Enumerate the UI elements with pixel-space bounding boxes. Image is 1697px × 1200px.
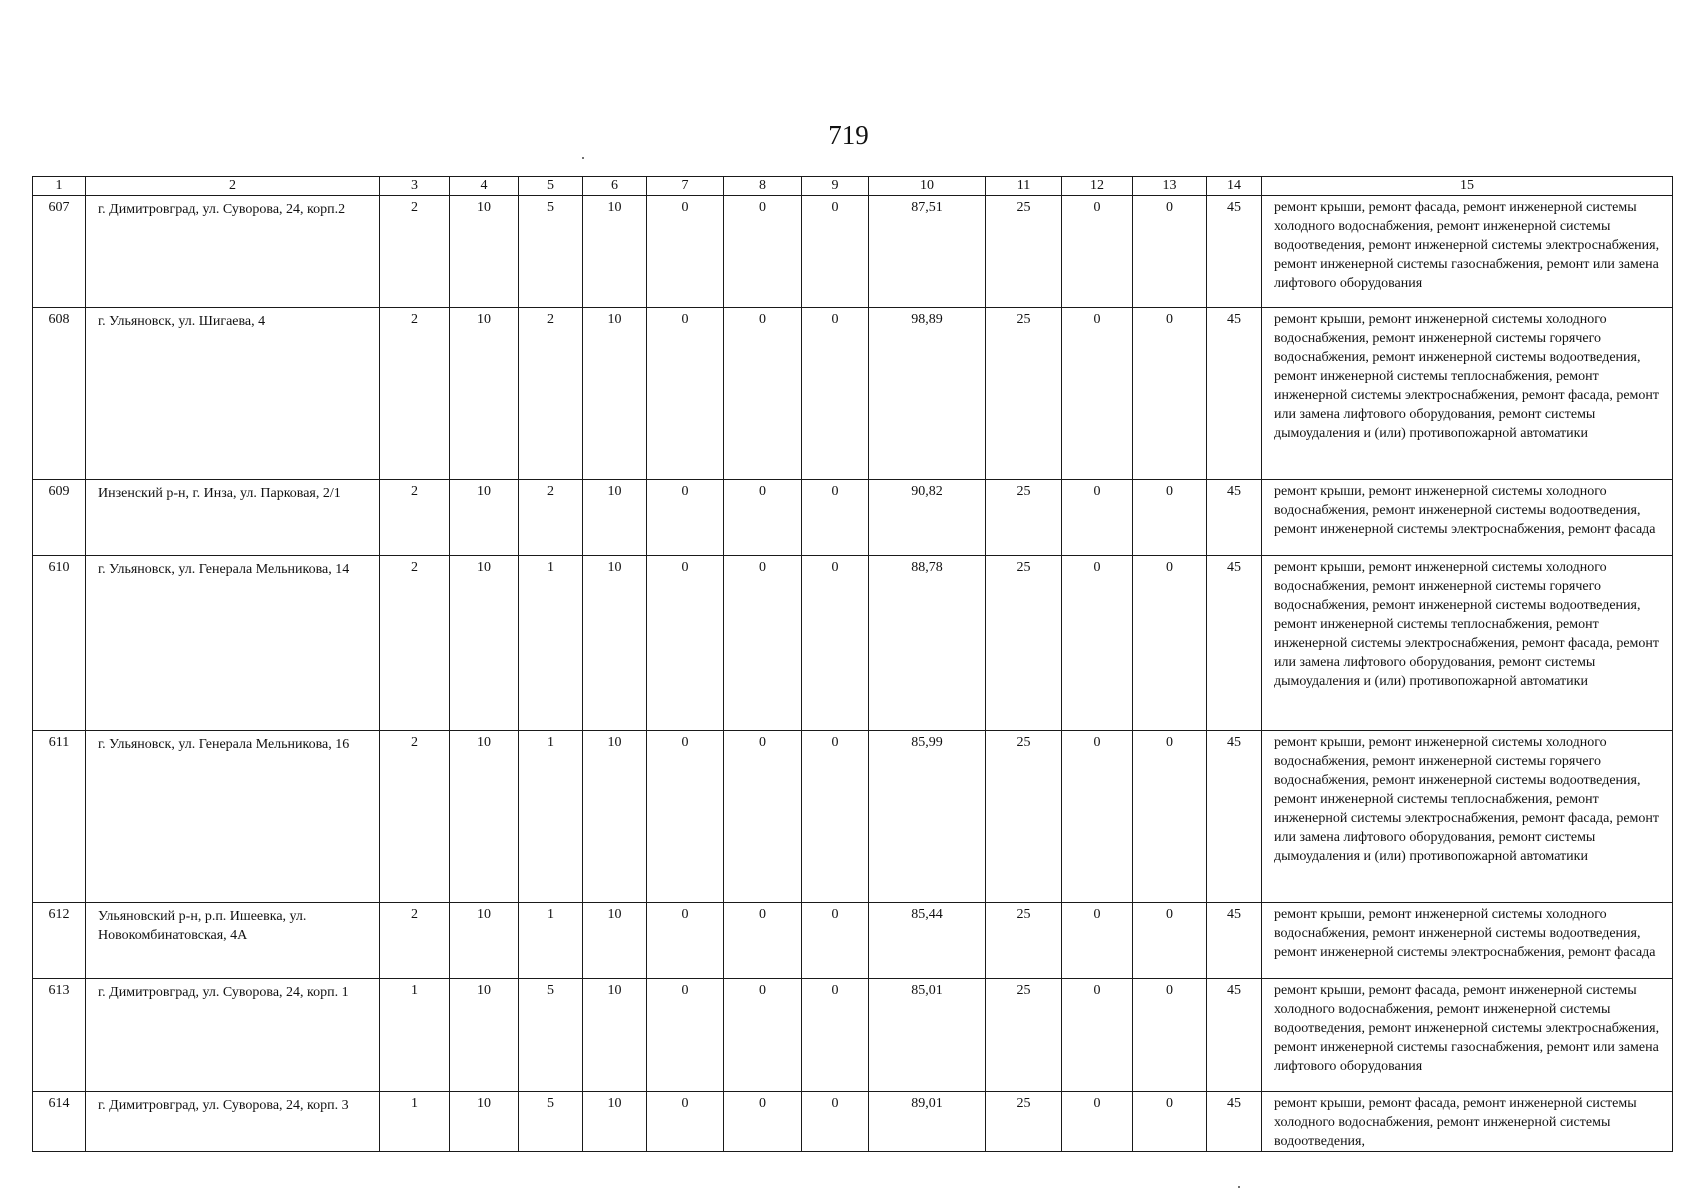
- works-list-cell: ремонт крыши, ремонт инженерной системы холодного водоснабжения, ремонт инженерной системы водоотведения, ремонт инженерной системы электроснабжения, ремонт фасада: [1262, 903, 1673, 979]
- value-cell-8: 0: [724, 979, 802, 1092]
- value-cell-4: 10: [450, 556, 519, 731]
- value-cell-11: 25: [986, 480, 1062, 556]
- row-number-cell: 611: [33, 731, 86, 903]
- value-cell-10: 85,44: [869, 903, 986, 979]
- column-header-5: 5: [519, 177, 583, 196]
- value-cell-8: 0: [724, 556, 802, 731]
- value-cell-5: 1: [519, 556, 583, 731]
- row-number-cell: 613: [33, 979, 86, 1092]
- value-cell-4: 10: [450, 979, 519, 1092]
- value-cell-7: 0: [647, 979, 724, 1092]
- value-cell-11: 25: [986, 731, 1062, 903]
- value-cell-5: 5: [519, 196, 583, 308]
- value-cell-3: 2: [380, 731, 450, 903]
- value-cell-14: 45: [1207, 979, 1262, 1092]
- value-cell-5: 2: [519, 480, 583, 556]
- page-number: 719: [828, 120, 869, 150]
- row-number-cell: 610: [33, 556, 86, 731]
- value-cell-10: 89,01: [869, 1092, 986, 1152]
- row-number-cell: 614: [33, 1092, 86, 1152]
- value-cell-13: 0: [1133, 903, 1207, 979]
- value-cell-3: 2: [380, 480, 450, 556]
- row-number-cell: 612: [33, 903, 86, 979]
- value-cell-3: 2: [380, 556, 450, 731]
- scan-speck: [1238, 1186, 1240, 1188]
- value-cell-10: 85,01: [869, 979, 986, 1092]
- table-row: [33, 903, 1673, 979]
- value-cell-10: 98,89: [869, 308, 986, 480]
- value-cell-5: 1: [519, 731, 583, 903]
- works-list-cell: ремонт крыши, ремонт фасада, ремонт инженерной системы холодного водоснабжения, ремонт инженерной системы водоотведения,: [1262, 1092, 1673, 1152]
- works-list-cell: ремонт крыши, ремонт инженерной системы холодного водоснабжения, ремонт инженерной системы горячего водоснабжения, ремонт инженерной системы водоотведения, ремонт инженерной системы теплоснабжения, ремонт инженерной системы электроснабжения, ремонт фасада, ремонт или замена лифтового оборудования, ремонт системы дымоудаления и (или) противопожарной автоматики: [1262, 731, 1673, 903]
- value-cell-9: 0: [802, 979, 869, 1092]
- value-cell-6: 10: [583, 979, 647, 1092]
- register-table: [32, 176, 1673, 1152]
- column-header-4: 4: [450, 177, 519, 196]
- value-cell-11: 25: [986, 903, 1062, 979]
- value-cell-9: 0: [802, 196, 869, 308]
- table-row: [33, 556, 1673, 731]
- value-cell-10: 85,99: [869, 731, 986, 903]
- value-cell-7: 0: [647, 1092, 724, 1152]
- column-header-13: 13: [1133, 177, 1207, 196]
- address-cell: г. Димитровград, ул. Суворова, 24, корп. 1: [86, 979, 380, 1092]
- value-cell-8: 0: [724, 903, 802, 979]
- works-list-cell: ремонт крыши, ремонт инженерной системы холодного водоснабжения, ремонт инженерной системы водоотведения, ремонт инженерной системы электроснабжения, ремонт фасада: [1262, 480, 1673, 556]
- value-cell-14: 45: [1207, 1092, 1262, 1152]
- column-header-1: 1: [33, 177, 86, 196]
- value-cell-7: 0: [647, 480, 724, 556]
- value-cell-13: 0: [1133, 308, 1207, 480]
- value-cell-14: 45: [1207, 308, 1262, 480]
- row-number-cell: 607: [33, 196, 86, 308]
- value-cell-14: 45: [1207, 480, 1262, 556]
- column-header-11: 11: [986, 177, 1062, 196]
- value-cell-8: 0: [724, 1092, 802, 1152]
- address-cell: г. Ульяновск, ул. Шигаева, 4: [86, 308, 380, 480]
- works-list-cell: ремонт крыши, ремонт фасада, ремонт инженерной системы холодного водоснабжения, ремонт инженерной системы водоотведения, ремонт инженерной системы электроснабжения, ремонт инженерной системы газоснабжения, ремонт или замена лифтового оборудования: [1262, 196, 1673, 308]
- value-cell-5: 5: [519, 1092, 583, 1152]
- value-cell-11: 25: [986, 308, 1062, 480]
- table-row: [33, 731, 1673, 903]
- value-cell-12: 0: [1062, 1092, 1133, 1152]
- value-cell-9: 0: [802, 1092, 869, 1152]
- value-cell-7: 0: [647, 731, 724, 903]
- value-cell-9: 0: [802, 556, 869, 731]
- value-cell-8: 0: [724, 196, 802, 308]
- value-cell-11: 25: [986, 979, 1062, 1092]
- column-header-12: 12: [1062, 177, 1133, 196]
- value-cell-13: 0: [1133, 480, 1207, 556]
- value-cell-9: 0: [802, 903, 869, 979]
- value-cell-3: 2: [380, 196, 450, 308]
- value-cell-5: 5: [519, 979, 583, 1092]
- value-cell-8: 0: [724, 308, 802, 480]
- column-header-15: 15: [1262, 177, 1673, 196]
- value-cell-10: 87,51: [869, 196, 986, 308]
- value-cell-11: 25: [986, 196, 1062, 308]
- value-cell-6: 10: [583, 196, 647, 308]
- scan-speck: [582, 157, 584, 159]
- value-cell-14: 45: [1207, 903, 1262, 979]
- column-header-3: 3: [380, 177, 450, 196]
- address-cell: г. Ульяновск, ул. Генерала Мельникова, 14: [86, 556, 380, 731]
- value-cell-4: 10: [450, 480, 519, 556]
- table-row: [33, 308, 1673, 480]
- address-cell: г. Димитровград, ул. Суворова, 24, корп.2: [86, 196, 380, 308]
- address-cell: Ульяновский р-н, р.п. Ишеевка, ул. Новокомбинатовская, 4А: [86, 903, 380, 979]
- works-list-cell: ремонт крыши, ремонт фасада, ремонт инженерной системы холодного водоснабжения, ремонт инженерной системы водоотведения, ремонт инженерной системы электроснабжения, ремонт инженерной системы газоснабжения, ремонт или замена лифтового оборудования: [1262, 979, 1673, 1092]
- value-cell-5: 2: [519, 308, 583, 480]
- value-cell-7: 0: [647, 556, 724, 731]
- value-cell-6: 10: [583, 480, 647, 556]
- value-cell-12: 0: [1062, 480, 1133, 556]
- value-cell-11: 25: [986, 1092, 1062, 1152]
- address-cell: г. Димитровград, ул. Суворова, 24, корп. 3: [86, 1092, 380, 1152]
- value-cell-6: 10: [583, 556, 647, 731]
- value-cell-13: 0: [1133, 556, 1207, 731]
- value-cell-3: 1: [380, 979, 450, 1092]
- value-cell-6: 10: [583, 1092, 647, 1152]
- column-header-10: 10: [869, 177, 986, 196]
- column-header-8: 8: [724, 177, 802, 196]
- value-cell-7: 0: [647, 308, 724, 480]
- value-cell-4: 10: [450, 1092, 519, 1152]
- row-number-cell: 609: [33, 480, 86, 556]
- value-cell-6: 10: [583, 731, 647, 903]
- column-header-2: 2: [86, 177, 380, 196]
- value-cell-4: 10: [450, 903, 519, 979]
- value-cell-11: 25: [986, 556, 1062, 731]
- value-cell-4: 10: [450, 731, 519, 903]
- table-row: [33, 480, 1673, 556]
- table-row: [33, 979, 1673, 1092]
- value-cell-3: 2: [380, 903, 450, 979]
- works-list-cell: ремонт крыши, ремонт инженерной системы холодного водоснабжения, ремонт инженерной системы горячего водоснабжения, ремонт инженерной системы водоотведения, ремонт инженерной системы теплоснабжения, ремонт инженерной системы электроснабжения, ремонт фасада, ремонт или замена лифтового оборудования, ремонт системы дымоудаления и (или) противопожарной автоматики: [1262, 308, 1673, 480]
- works-list-cell: ремонт крыши, ремонт инженерной системы холодного водоснабжения, ремонт инженерной системы горячего водоснабжения, ремонт инженерной системы водоотведения, ремонт инженерной системы теплоснабжения, ремонт инженерной системы электроснабжения, ремонт фасада, ремонт или замена лифтового оборудования, ремонт системы дымоудаления и (или) противопожарной автоматики: [1262, 556, 1673, 731]
- value-cell-9: 0: [802, 308, 869, 480]
- value-cell-9: 0: [802, 480, 869, 556]
- value-cell-6: 10: [583, 308, 647, 480]
- value-cell-8: 0: [724, 480, 802, 556]
- value-cell-12: 0: [1062, 196, 1133, 308]
- column-header-14: 14: [1207, 177, 1262, 196]
- value-cell-9: 0: [802, 731, 869, 903]
- value-cell-14: 45: [1207, 196, 1262, 308]
- row-number-cell: 608: [33, 308, 86, 480]
- value-cell-4: 10: [450, 196, 519, 308]
- value-cell-7: 0: [647, 903, 724, 979]
- value-cell-10: 88,78: [869, 556, 986, 731]
- value-cell-6: 10: [583, 903, 647, 979]
- value-cell-13: 0: [1133, 1092, 1207, 1152]
- value-cell-8: 0: [724, 731, 802, 903]
- table-row: [33, 196, 1673, 308]
- column-header-7: 7: [647, 177, 724, 196]
- value-cell-3: 2: [380, 308, 450, 480]
- table-row: [33, 1092, 1673, 1152]
- value-cell-7: 0: [647, 196, 724, 308]
- value-cell-14: 45: [1207, 731, 1262, 903]
- value-cell-14: 45: [1207, 556, 1262, 731]
- value-cell-13: 0: [1133, 979, 1207, 1092]
- column-header-9: 9: [802, 177, 869, 196]
- value-cell-12: 0: [1062, 903, 1133, 979]
- value-cell-10: 90,82: [869, 480, 986, 556]
- value-cell-12: 0: [1062, 556, 1133, 731]
- value-cell-13: 0: [1133, 731, 1207, 903]
- address-cell: Инзенский р-н, г. Инза, ул. Парковая, 2/1: [86, 480, 380, 556]
- value-cell-4: 10: [450, 308, 519, 480]
- value-cell-13: 0: [1133, 196, 1207, 308]
- value-cell-12: 0: [1062, 308, 1133, 480]
- address-cell: г. Ульяновск, ул. Генерала Мельникова, 16: [86, 731, 380, 903]
- value-cell-12: 0: [1062, 731, 1133, 903]
- value-cell-12: 0: [1062, 979, 1133, 1092]
- value-cell-3: 1: [380, 1092, 450, 1152]
- column-number-header-row: [33, 177, 1673, 196]
- value-cell-5: 1: [519, 903, 583, 979]
- column-header-6: 6: [583, 177, 647, 196]
